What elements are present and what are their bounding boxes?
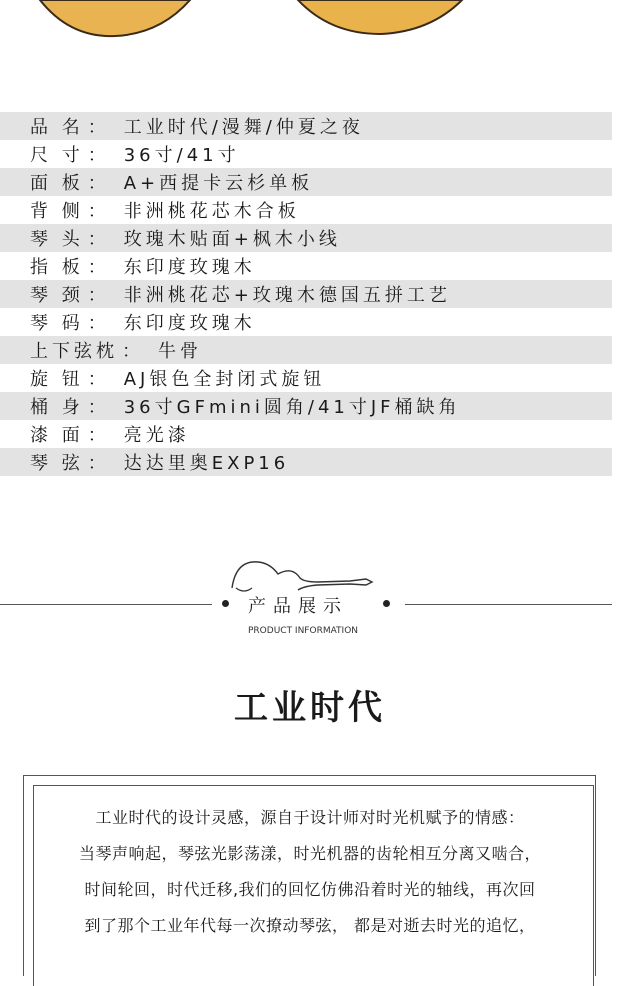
spec-separator: ： <box>87 425 110 446</box>
spec-value: 工业时代/漫舞/仲夏之夜 <box>123 117 364 138</box>
spec-label: 桶 身 <box>30 397 84 418</box>
spec-separator: ： <box>87 369 110 390</box>
spec-value: A+西提卡云杉单板 <box>123 173 314 194</box>
spec-row <box>0 420 612 448</box>
divider-dot-right <box>383 600 390 607</box>
spec-value: AJ银色全封闭式旋钮 <box>123 369 326 390</box>
spec-value: 亮光漆 <box>123 425 190 446</box>
spec-row <box>0 252 612 280</box>
description-line: 当琴声响起，琴弦光影荡漾，时光机器的齿轮相互分离又啮合， <box>78 844 541 863</box>
spec-row <box>0 168 612 196</box>
spec-row <box>0 112 612 140</box>
section-subtitle: PRODUCT INFORMATION <box>248 626 359 636</box>
spec-separator: ： <box>87 173 110 194</box>
spec-row <box>0 140 612 168</box>
spec-value: 东印度玫瑰木 <box>123 313 256 334</box>
spec-row <box>0 196 612 224</box>
spec-row <box>0 336 612 364</box>
spec-separator: ： <box>87 285 110 306</box>
spec-value: 36寸GFmini圆角/41寸JF桶缺角 <box>123 397 461 418</box>
spec-value: 36寸/41寸 <box>123 145 240 166</box>
spec-row <box>0 364 612 392</box>
spec-separator: ： <box>87 313 110 334</box>
spec-separator: ： <box>87 397 110 418</box>
divider-line-right <box>405 604 612 605</box>
product-description <box>40 800 580 944</box>
spec-value: 达达里奥EXP16 <box>123 453 290 474</box>
spec-value: 牛骨 <box>158 341 202 362</box>
section-title: 产品展示 <box>248 596 348 617</box>
spec-label: 上下弦枕 <box>30 341 118 362</box>
spec-separator: ： <box>87 453 110 474</box>
spec-separator: ： <box>87 145 110 166</box>
spec-label: 琴 颈 <box>30 285 84 306</box>
spec-separator: ： <box>122 341 144 362</box>
divider-line-left <box>0 604 212 605</box>
spec-table <box>0 112 612 476</box>
spec-row <box>0 280 612 308</box>
spec-row <box>0 224 612 252</box>
spec-separator: ： <box>87 229 110 250</box>
spec-row <box>0 448 612 476</box>
guitar-body-left <box>40 0 190 36</box>
spec-value: 东印度玫瑰木 <box>123 257 256 278</box>
spec-label: 面 板 <box>30 173 84 194</box>
spec-value: 玫瑰木贴面+枫木小线 <box>123 229 341 250</box>
spec-label: 品 名 <box>30 117 84 138</box>
guitar-bodies-image <box>0 0 620 60</box>
spec-separator: ： <box>87 257 110 278</box>
spec-label: 琴 头 <box>30 229 84 250</box>
spec-separator: ： <box>87 201 110 222</box>
spec-label: 背 侧 <box>30 201 84 222</box>
spec-label: 琴 弦 <box>30 453 84 474</box>
spec-label: 旋 钮 <box>30 369 84 390</box>
divider-dot-left <box>222 600 229 607</box>
spec-label: 漆 面 <box>30 425 84 446</box>
spec-label: 尺 寸 <box>30 145 84 166</box>
spec-row <box>0 308 612 336</box>
spec-separator: ： <box>87 117 110 138</box>
description-line: 时间轮回，时代迁移,我们的回忆仿佛沿着时光的轴线，再次回 <box>84 880 536 899</box>
spec-label: 琴 码 <box>30 313 84 334</box>
spec-value: 非洲桃花芯+玫瑰木德国五拼工艺 <box>123 285 451 306</box>
spec-row <box>0 392 612 420</box>
product-name: 工业时代 <box>234 688 386 728</box>
spec-label: 指 板 <box>30 257 84 278</box>
description-line: 工业时代的设计灵感，源自于设计师对时光机赋予的情感： <box>95 808 525 827</box>
guitar-body-right <box>298 0 462 34</box>
spec-value: 非洲桃花芯木合板 <box>123 201 300 222</box>
description-line: 到了那个工业年代每一次撩动琴弦， 都是对逝去时光的追忆， <box>84 916 536 935</box>
